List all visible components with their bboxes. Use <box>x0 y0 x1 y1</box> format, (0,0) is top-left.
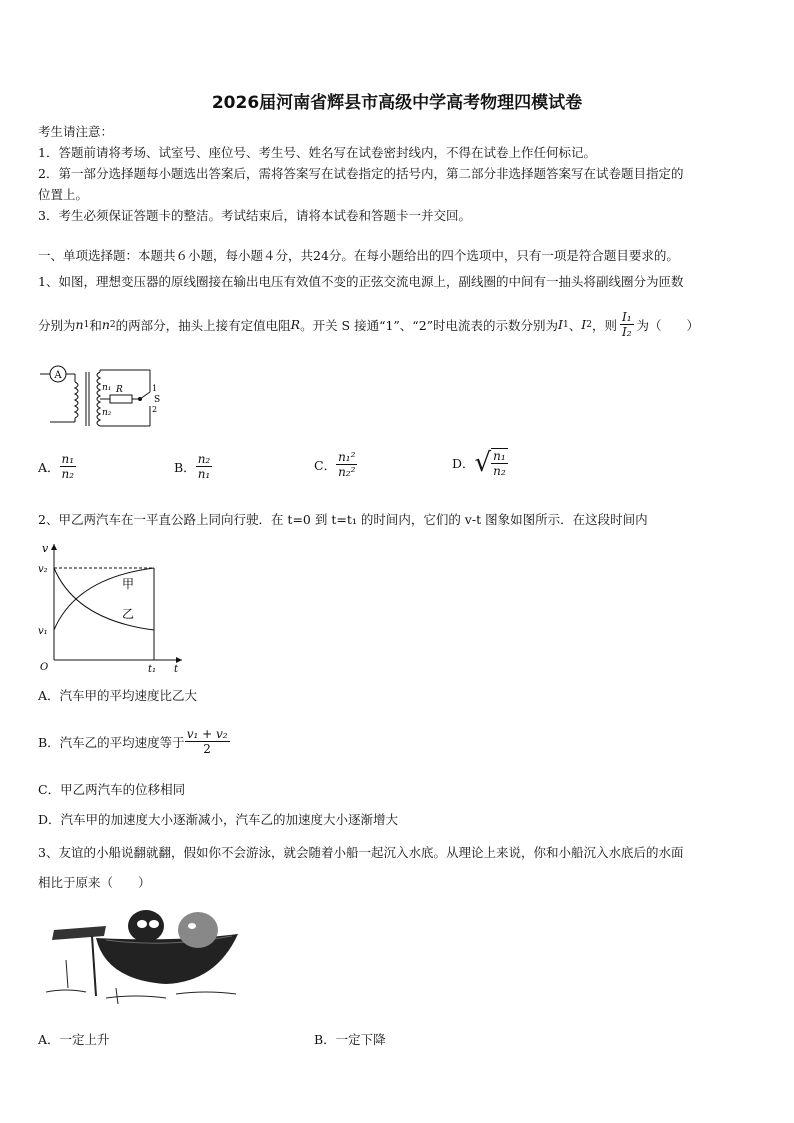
q3-option-b[interactable]: B．一定下降 <box>314 1032 386 1047</box>
fraction-numerator: I₁ <box>621 310 632 324</box>
fraction-denominator: n₁ <box>197 467 211 481</box>
fraction-denominator: n₂ <box>493 464 506 478</box>
curve-yi-label: 乙 <box>122 607 135 621</box>
origin-label: O <box>40 662 49 673</box>
notice-item: 1．答题前请将考场、试室号、座位号、考生号、姓名写在试卷密封线内，不得在试卷上作任何标记。 <box>38 145 596 160</box>
q1-text: ，则 <box>591 317 617 333</box>
option-fraction <box>196 452 213 481</box>
q2-option-b[interactable] <box>38 727 230 756</box>
ammeter-label: A <box>54 370 62 381</box>
option-label: B． <box>174 459 196 475</box>
fraction-numerator: v₁ + v₂ <box>186 727 228 741</box>
option-label: A． <box>38 459 60 475</box>
symbol-sub: 1 <box>83 319 90 330</box>
fraction-numerator: n₂ <box>197 452 211 466</box>
q1-option-d[interactable] <box>452 448 508 478</box>
ratio-fraction <box>620 310 634 339</box>
q3-text-line2: 相比于原来（ ） <box>38 875 151 890</box>
fraction-denominator: n₂² <box>338 465 356 479</box>
axis-v-label: v <box>42 542 49 555</box>
fraction-denominator: I₂ <box>621 325 632 339</box>
q1-option-c[interactable] <box>314 450 357 479</box>
fraction-numerator: n₁² <box>338 450 356 464</box>
t1-label: t₁ <box>148 664 157 674</box>
q1-text: 的两部分，抽头上接有定值电阻 <box>115 317 291 333</box>
fraction-denominator: n₂ <box>61 467 75 481</box>
option-fraction <box>491 448 508 478</box>
q1-text: 分别为 <box>38 317 76 333</box>
n2-label: n₂ <box>102 408 112 418</box>
vt-graph <box>36 538 186 674</box>
q3-text-line1: 3、友谊的小船说翻就翻，假如你不会游泳，就会随着小船一起沉入水底。从理论上来说，你和小船沉入水底后的水面 <box>38 845 684 860</box>
symbol-n1: n <box>75 317 84 332</box>
symbol-n2: n <box>101 317 110 332</box>
symbol-I1: I <box>558 317 563 332</box>
notice-item: 位置上。 <box>38 187 89 202</box>
option-label: D． <box>452 456 475 471</box>
q1-option-b[interactable] <box>174 452 212 481</box>
option-fraction <box>336 450 357 479</box>
q1-text-line2 <box>38 310 699 339</box>
q1-text: 、 <box>568 317 582 333</box>
notice-item: 3．考生必须保证答题卡的整洁。考试结束后，请将本试卷和答题卡一并交回。 <box>38 208 471 223</box>
curve-jia-label: 甲 <box>122 577 135 591</box>
fraction-numerator: n₁ <box>493 449 506 463</box>
sqrt-icon: √ <box>474 448 492 478</box>
option-fraction <box>60 452 77 481</box>
q1-text-line1: 1、如图，理想变压器的原线圈接在输出电压有效值不变的正弦交流电源上，副线圈的中间有一抽头将副线圈分为匝数 <box>38 274 684 289</box>
option-text: B．汽车乙的平均速度等于 <box>38 734 185 750</box>
q2-option-c[interactable]: C．甲乙两汽车的位移相同 <box>38 782 186 797</box>
notice-heading: 考生请注意： <box>38 124 114 139</box>
symbol-sub: 2 <box>109 319 116 330</box>
v2-label: v₂ <box>38 564 48 575</box>
page-title: 2026届河南省辉县市高级中学高考物理四模试卷 <box>211 93 583 113</box>
switch-pos-1: 1 <box>152 384 158 393</box>
transformer-diagram <box>40 362 170 432</box>
switch-label: S <box>154 395 161 405</box>
q1-option-a[interactable] <box>38 452 76 481</box>
axis-t-label: t <box>174 664 179 674</box>
fraction-denominator: 2 <box>203 742 211 756</box>
symbol-I2: I <box>581 317 587 332</box>
fraction-numerator: n₁ <box>61 452 75 466</box>
v1-label: v₁ <box>38 626 48 637</box>
q3-option-a[interactable]: A．一定上升 <box>38 1032 110 1047</box>
option-fraction <box>185 727 230 756</box>
q1-text: 。开关 S 接通“1”、“2”时电流表的示数分别为 <box>300 317 559 333</box>
q2-option-d[interactable]: D．汽车甲的加速度大小逐渐减小，汽车乙的加速度大小逐渐增大 <box>38 812 399 827</box>
notice-item: 2．第一部分选择题每小题选出答案后，需将答案写在试卷指定的括号内，第二部分非选择题答案写在试卷题目指定的 <box>38 166 684 181</box>
symbol-sub: 2 <box>586 319 592 330</box>
q1-text: 和 <box>89 317 102 333</box>
symbol-sub: 1 <box>563 319 569 330</box>
resistor-label: R <box>116 385 123 395</box>
n1-label: n₁ <box>102 383 112 393</box>
symbol-R: R <box>290 317 301 332</box>
switch-pos-2: 2 <box>152 405 158 414</box>
boat-illustration <box>46 900 246 1006</box>
q2-option-a[interactable]: A．汽车甲的平均速度比乙大 <box>38 688 198 703</box>
q2-text-line1: 2、甲乙两汽车在一平直公路上同向行驶．在 t=0 到 t=t₁ 的时间内，它们的 v-t 图象如图所示．在这段时间内 <box>38 512 648 527</box>
q1-text: 为（ ） <box>636 317 700 333</box>
section-heading: 一、单项选择题：本题共６小题，每小题４分，共24分。在每小题给出的四个选项中，只有一项是符合题目要求的。 <box>38 248 679 263</box>
option-label: C． <box>314 457 337 473</box>
